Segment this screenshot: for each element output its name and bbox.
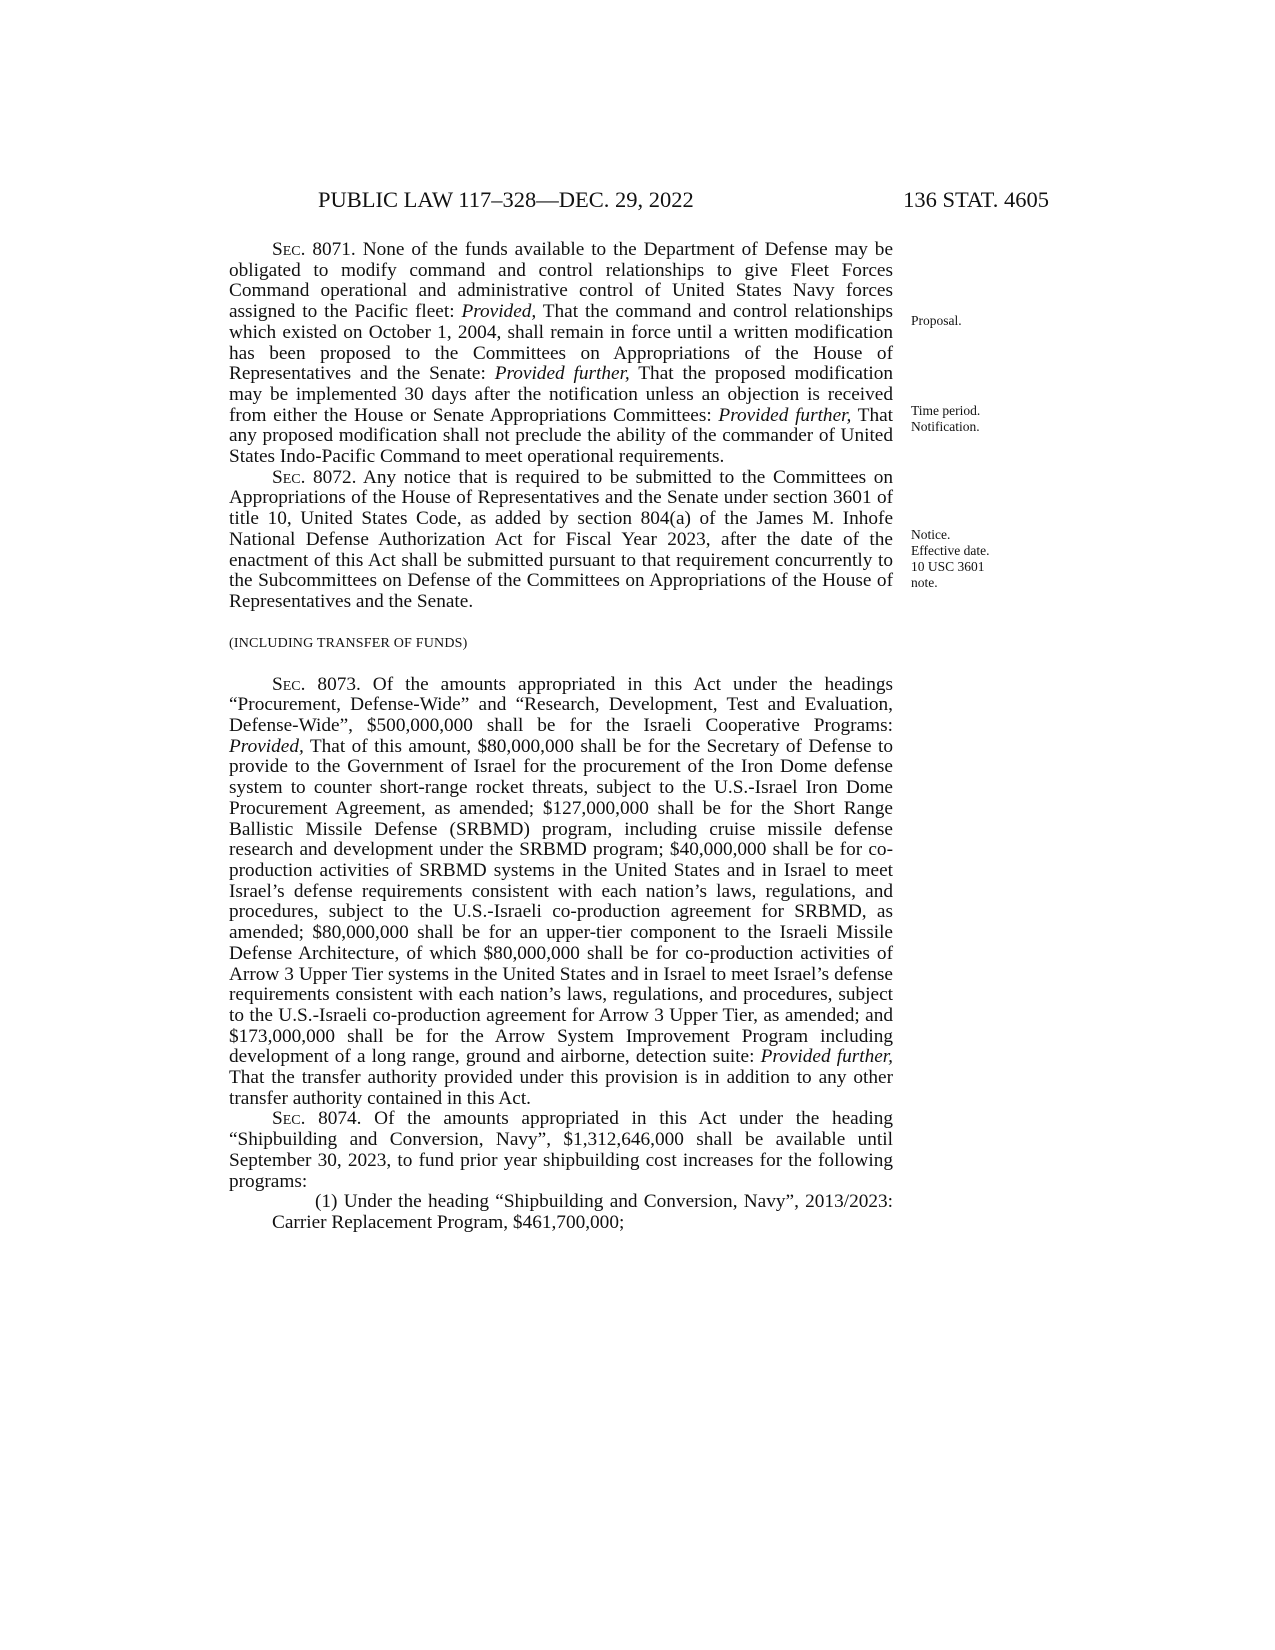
section-text: Any notice that is required to be submitted to the Committees on Appropriations of the House of Representatives and the Senate under section 3601 of title 10, United States Code, as added by section 804(a) of the James M. Inhofe National Defense Authorization Act for Fiscal Year 2023, after the date of the enactment of this Act shall be submitted pursuant to that requirement concurrently to the Subcommittees on Defense of the Committees on Appropriations of the House of Representatives and the Senate. [229,466,894,612]
proviso: Provided further, [718,404,852,426]
margin-note-text: Notice. [911,527,951,542]
section-number: 8072. [305,466,357,488]
margin-note-time-period [911,403,980,435]
margin-note-text: Proposal. [911,313,962,328]
section-text: That the command and control relationships which existed on October 1, 2004, shall remain in force until a written modification has been proposed to the Committees on Appropriations of the House of Representatives and the Senate: [229,301,893,385]
section-number: 8073. [305,673,361,695]
margin-note-text: Time period. [911,403,981,418]
section-8073 [229,675,893,1110]
transfer-of-funds-heading: (INCLUDING TRANSFER OF FUNDS) [229,635,468,651]
proviso: Provided further, [494,363,630,385]
section-text: That the transfer authority provided under this provision is in addition to any other transfer authority contained in this Act. [229,1067,893,1109]
section-text: Of the amounts appropriated in this Act under the headings “Procurement, Defense-Wide” and “Research, Development, Test and Evaluation, Defense-Wide”, $500,000,000 shall be for the Israeli Cooperative Programs: [229,673,894,737]
section-number: 8071. [305,239,356,260]
margin-note-text: Notification. [911,419,980,434]
section-label: Sec. [272,239,306,260]
proviso: Provided further, [760,1046,893,1068]
proviso: Provided, [229,735,304,757]
public-law-title: PUBLIC LAW 117–328—DEC. 29, 2022 [318,187,694,212]
margin-note-text: Effective date. [911,543,990,558]
proviso: Provided, [461,301,537,323]
section-8071 [229,240,893,468]
section-text: None of the funds available to the Department of Defense may be obligated to modify command and control relationships to give Fleet Forces Command operational and administrative control of United States Navy forces assigned to the Pacific fleet: [229,239,894,323]
running-head [0,187,1275,227]
body-text [229,240,893,1234]
margin-note-notice [911,527,989,591]
section-text: Of the amounts appropriated in this Act under the heading “Shipbuilding and Conversion, Navy”, $1,312,646,000 shall be available until September 30, 2023, to fund prior year shipbuilding cost increases for the following programs: [229,1108,894,1192]
margin-note-text: 10 USC 3601 [911,559,985,574]
section-label: Sec. [272,466,306,488]
section-text: That any proposed modification shall not preclude the ability of the commander of United States Indo-Pacific Command to meet operational requirements. [229,404,894,468]
list-item: (1) Under the heading “Shipbuilding and Conversion, Navy”, 2013/2023: Carrier Replacement Program, $461,700,000; [272,1191,893,1233]
section-number: 8074. [305,1108,362,1130]
section-8072 [229,468,893,613]
statute-page-number: 136 STAT. 4605 [903,187,1049,212]
section-text: That of this amount, $80,000,000 shall be for the Secretary of Defense to provide to the Government of Israel for the procurement of the Iron Dome defense system to counter short-range rocket threats, subject to the U.S.-Israel Iron Dome Procurement Agreement, as amended; $127,000,000 shall be for the Short Range Ballistic Missile Defense (SRBMD) program, including cruise missile defense research and development under the SRBMD program; $40,000,000 shall be for co-production activities of SRBMD systems in the United States and in Israel to meet Israel’s defense requirements consistent with each nation’s laws, regulations, and procedures, subject to the U.S.-Israeli co-production agreement for SRBMD, as amended; $80,000,000 shall be for an upper-tier component to the Israeli Missile Defense Architecture, of which $80,000,000 shall be for co-production activities of Arrow 3 Upper Tier systems in the United States and in Israel to meet Israel’s defense requirements consistent with each nation’s laws, regulations, and procedures, subject to the U.S.-Israeli co-production agreement for Arrow 3 Upper Tier, as amended; and $173,000,000 shall be for the Arrow System Improvement Program including development of a long range, ground and airborne, detection suite: [229,735,893,1068]
section-text: That the proposed modification may be implemented 30 days after the notification unless an objection is received from either the House or Senate Appropriations Committees: [229,363,893,426]
margin-note-proposal [911,313,962,329]
margin-note-text: note. [911,575,938,590]
section-8074 [229,1109,893,1192]
section-label: Sec. [272,673,306,695]
section-label: Sec. [272,1108,306,1130]
